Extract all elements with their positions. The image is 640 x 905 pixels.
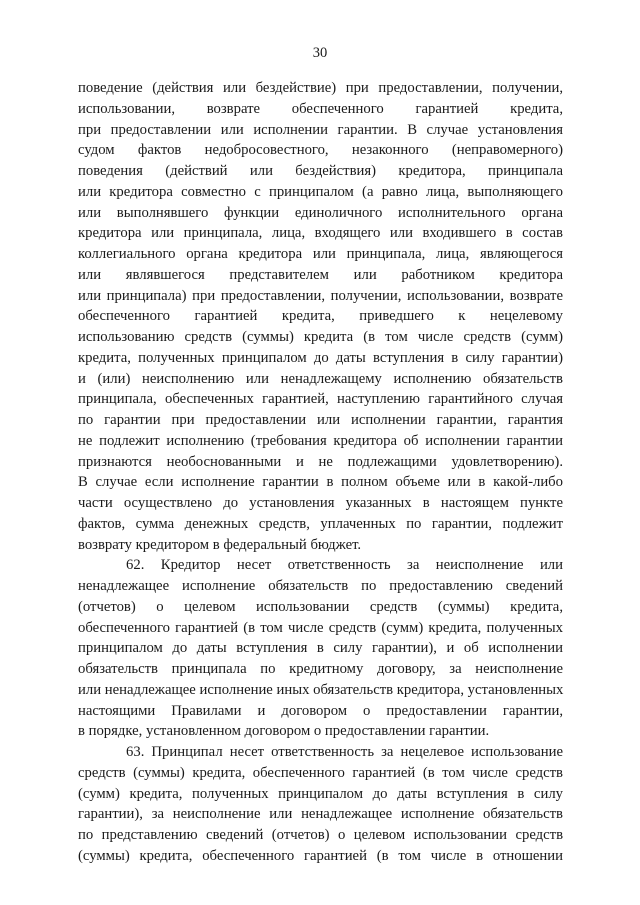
text-line: коллегиального органа кредитора или принципала, лица, являющегося: [78, 246, 563, 262]
paragraph-continued: [78, 78, 563, 555]
text-line: не подлежит исполнению (требования кредитора об исполнении гарантии: [78, 432, 563, 449]
text-line: или кредитора совместно с принципалом (а равно лица, выполняющего: [78, 183, 563, 200]
text-line: в порядке, установленном договором о предоставлении гарантии.: [78, 723, 490, 740]
text-line: обеспеченного гарантией кредита, приведшего к нецелевому: [78, 308, 563, 325]
text-line: использованию средств (суммы) кредита (в том числе средств (сумм): [78, 329, 563, 345]
text-line: или выполнявшего функции единоличного исполнительного органа: [78, 204, 563, 221]
document-body: [78, 78, 563, 867]
page-number: 30: [312, 45, 328, 61]
text-line: кредита, полученных принципалом до даты вступления в силу гарантии): [78, 349, 563, 366]
text-line: поведения (действий или бездействия) кредитора, принципала: [78, 163, 563, 179]
text-line: использовании, возврате обеспеченного гарантией кредита,: [78, 100, 563, 117]
text-line: или ненадлежащее исполнение иных обязательств кредитора, установленных: [78, 681, 564, 698]
paragraph-62: [78, 555, 563, 742]
text-line: средств (суммы) кредита, обеспеченного гарантией (в том числе средств: [78, 764, 563, 781]
text-line: поведение (действия или бездействие) при предоставлении, получении,: [78, 80, 563, 96]
text-line: кредитора или принципала, лица, входящего или входившего в состав: [78, 225, 563, 242]
text-line: 62. Кредитор несет ответственность за неисполнение или: [126, 557, 563, 574]
text-line: признаются необоснованными и не подлежащими удовлетворению).: [78, 453, 563, 470]
text-line: части осуществлено до установления указанных в настоящем пункте: [78, 495, 563, 511]
text-line: судом фактов недобросовестного, незаконного (неправомерного): [78, 142, 563, 159]
text-line: 63. Принципал несет ответственность за нецелевое использование: [126, 744, 563, 760]
text-line: (суммы) кредита, обеспеченного гарантией (в том числе в отношении: [78, 847, 563, 864]
text-line: по гарантии при предоставлении или исполнении гарантии, гарантия: [78, 412, 563, 428]
text-line: или являвшегося представителем или работником кредитора: [78, 266, 563, 283]
text-line: гарантии), за неисполнение или ненадлежащее исполнение обязательств: [78, 806, 563, 823]
text-line: В случае если исполнение гарантии в полном объеме или в какой-либо: [78, 474, 563, 491]
text-line: принципалом до даты вступления в силу гарантии), и об исполнении: [78, 640, 563, 657]
text-line: возврату кредитором в федеральный бюджет.: [78, 536, 362, 553]
text-line: обязательств принципала по кредитному договору, за неисполнение: [78, 661, 563, 677]
text-line: (сумм) кредита, полученных принципалом до даты вступления в силу: [78, 785, 563, 802]
paragraph-63: [78, 742, 563, 867]
text-line: (отчетов) о целевом использовании средств (суммы) кредита,: [78, 598, 563, 615]
text-line: принципала, обеспеченных гарантией, наступлению гарантийного случая: [78, 391, 563, 408]
text-line: фактов, сумма денежных средств, уплаченных по гарантии, подлежит: [78, 515, 563, 532]
text-line: и (или) неисполнению или ненадлежащему исполнению обязательств: [78, 370, 563, 387]
text-line: или принципала) при предоставлении, получении, использовании, возврате: [78, 287, 563, 304]
text-line: обеспеченного гарантией (в том числе средств (сумм) кредита, полученных: [78, 619, 563, 636]
text-line: ненадлежащее исполнение обязательств по предоставлению сведений: [78, 578, 563, 594]
text-line: при предоставлении или исполнении гарантии. В случае установления: [78, 121, 563, 138]
text-line: по представлению сведений (отчетов) о целевом использовании средств: [78, 827, 563, 843]
text-line: настоящими Правилами и договором о предоставлении гарантии,: [78, 702, 563, 719]
